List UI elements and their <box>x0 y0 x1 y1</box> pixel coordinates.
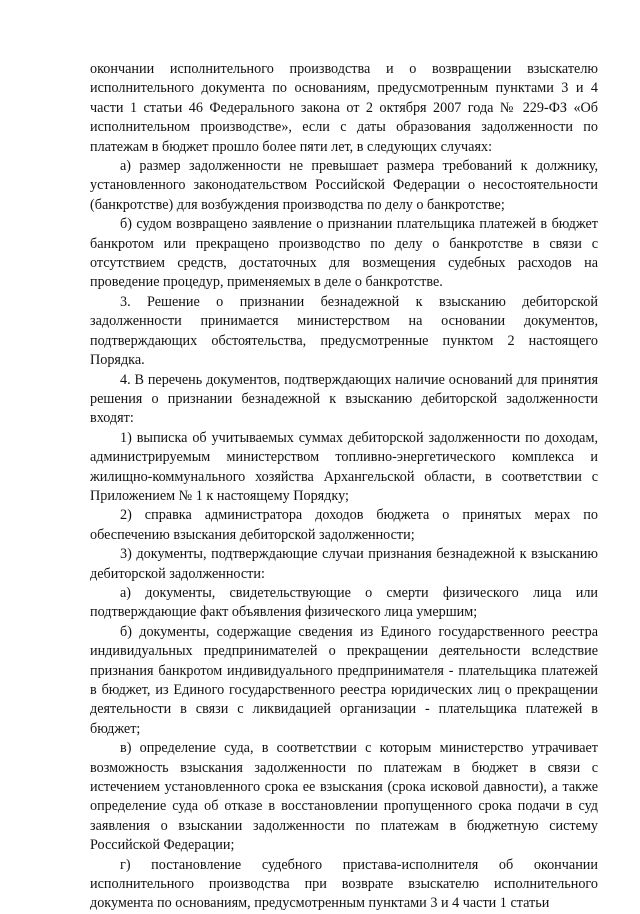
paragraph-case-a: а) размер задолженности не превышает размера требований к должнику, установленного законодательством Российской Федерации о несостоятельности (банкротстве) для возбуждения производства по делу о банкротстве; <box>90 158 598 213</box>
document-page <box>90 60 598 914</box>
paragraph-subitem-3: 3) документы, подтверждающие случаи признания безнадежной к взысканию дебиторской задолженности: <box>90 546 598 582</box>
paragraph-case-b: б) судом возвращено заявление о признании плательщика платежей в бюджет банкротом или прекращено производство по делу о банкротстве в связи с отсутствием средств, достаточных для возмещения судебных расходов на проведение процедур, применяемых в деле о банкротстве. <box>90 216 598 291</box>
paragraph-subitem-1: 1) выписка об учитываемых суммах дебиторской задолженности по доходам, администрируемым министерством топливно-энергетического комплекса и жилищно-коммунального хозяйства Архангельской области, в соответствии с Приложением № 1 к настоящему Порядку; <box>90 429 598 504</box>
paragraph-doc-v: в) определение суда, в соответствии с которым министерство утрачивает возможность взыскания задолженности по платежам в бюджет в связи с истечением установленного срока ее взыскания (срока исковой давности), а также определение суда об отказе в восстановлении пропущенного срока подачи в суд заявления о взыскании задолженности по платежам в бюджетную систему Российской Федерации; <box>90 740 598 854</box>
paragraph-item-3: 3. Решение о признании безнадежной к взысканию дебиторской задолженности принимается министерством на основании документов, подтверждающих обстоятельства, предусмотренные пунктом 2 настоящего Порядка. <box>90 293 598 369</box>
paragraph-item-4: 4. В перечень документов, подтверждающих наличие оснований для принятия решения о признании безнадежной к взысканию дебиторской задолженности входят: <box>90 371 598 427</box>
paragraph-continuation: окончании исполнительного производства и о возвращении взыскателю исполнительного документа по основаниям, предусмотренным пунктами 3 и 4 части 1 статьи 46 Федерального закона от 2 октября 2007 года № 229-ФЗ «Об исполнительном производстве», если с даты образования задолженности по платежам в бюджет прошло более пяти лет, в следующих случаях: <box>90 61 598 155</box>
paragraph-subitem-2: 2) справка администратора доходов бюджета о принятых мерах по обеспечению взыскания дебиторской задолженности; <box>90 507 598 543</box>
paragraph-doc-a: а) документы, свидетельствующие о смерти физического лица или подтверждающие факт объявления физического лица умершим; <box>90 584 598 621</box>
paragraph-doc-g: г) постановление судебного пристава-исполнителя об окончании исполнительного производства при возврате взыскателю исполнительного документа по основаниям, предусмотренным пунктами 3 и 4 части 1 статьи <box>90 856 598 912</box>
paragraph-doc-b: б) документы, содержащие сведения из Единого государственного реестра индивидуальных предпринимателей о прекращении деятельности вследствие признания банкротом индивидуального предпринимателя - плательщика платежей в бюджет, из Единого государственного реестра юридических лиц о прекращении деятельности в связи с ликвидацией организации - плательщика платежей в бюджет; <box>90 623 598 737</box>
